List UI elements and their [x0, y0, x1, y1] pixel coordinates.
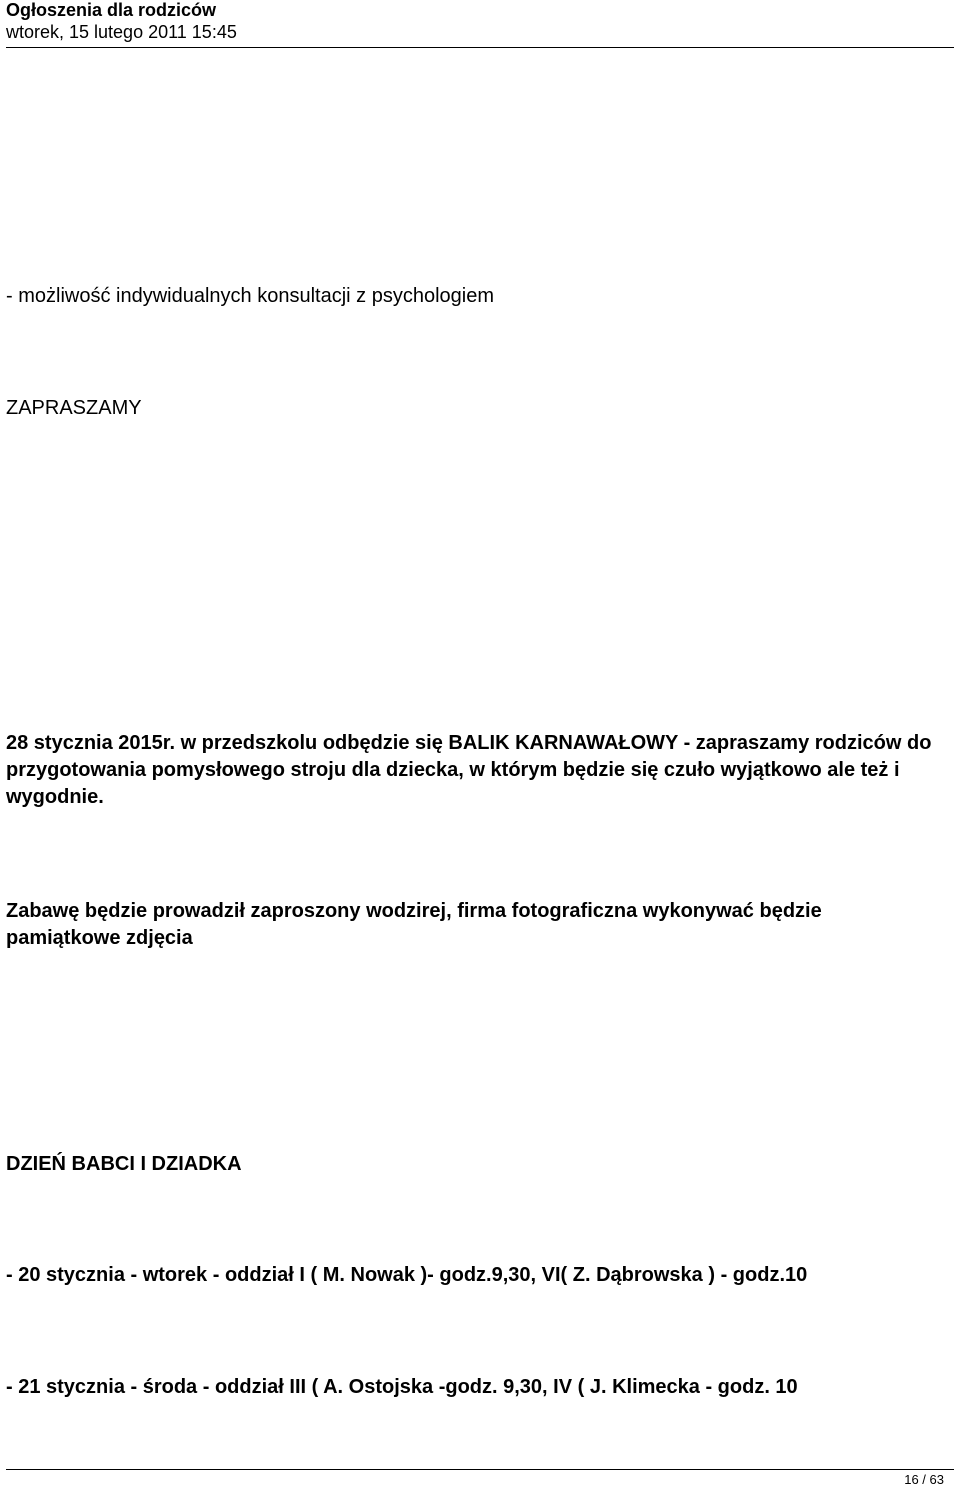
zapraszamy-text: ZAPRASZAMY — [6, 397, 142, 419]
grandparents-day-heading: DZIEŃ BABCI I DZIADKA — [6, 1153, 242, 1175]
document-date: wtorek, 15 lutego 2011 15:45 — [6, 22, 237, 42]
header-divider — [6, 47, 954, 48]
schedule-line-21-january: - 21 stycznia - środa - oddział III ( A. Ostojska -godz. 9,30, IV ( J. Klimecka - godz. 10 — [6, 1376, 798, 1398]
page-number: 16 / 63 — [904, 1472, 944, 1487]
carnival-ball-paragraph: 28 stycznia 2015r. w przedszkolu odbędzie się BALIK KARNAWAŁOWY - zapraszamy rodziców do przygotowania pomysłowego stroju dla dziecka, w którym będzie się czuło wyjątkowo ale też i wygodnie. — [6, 732, 932, 808]
party-host-paragraph: Zabawę będzie prowadził zaproszony wodzirej, firma fotograficzna wykonywać będzie pamiątkowe zdjęcia — [6, 900, 822, 949]
document-title: Ogłoszenia dla rodziców — [6, 0, 217, 20]
footer-divider — [6, 1469, 954, 1470]
schedule-line-20-january: - 20 stycznia - wtorek - oddział I ( M. Nowak )- godz.9,30, VI( Z. Dąbrowska ) - godz.10 — [6, 1264, 808, 1286]
psychologist-consultation-line: - możliwość indywidualnych konsultacji z psychologiem — [6, 285, 494, 307]
